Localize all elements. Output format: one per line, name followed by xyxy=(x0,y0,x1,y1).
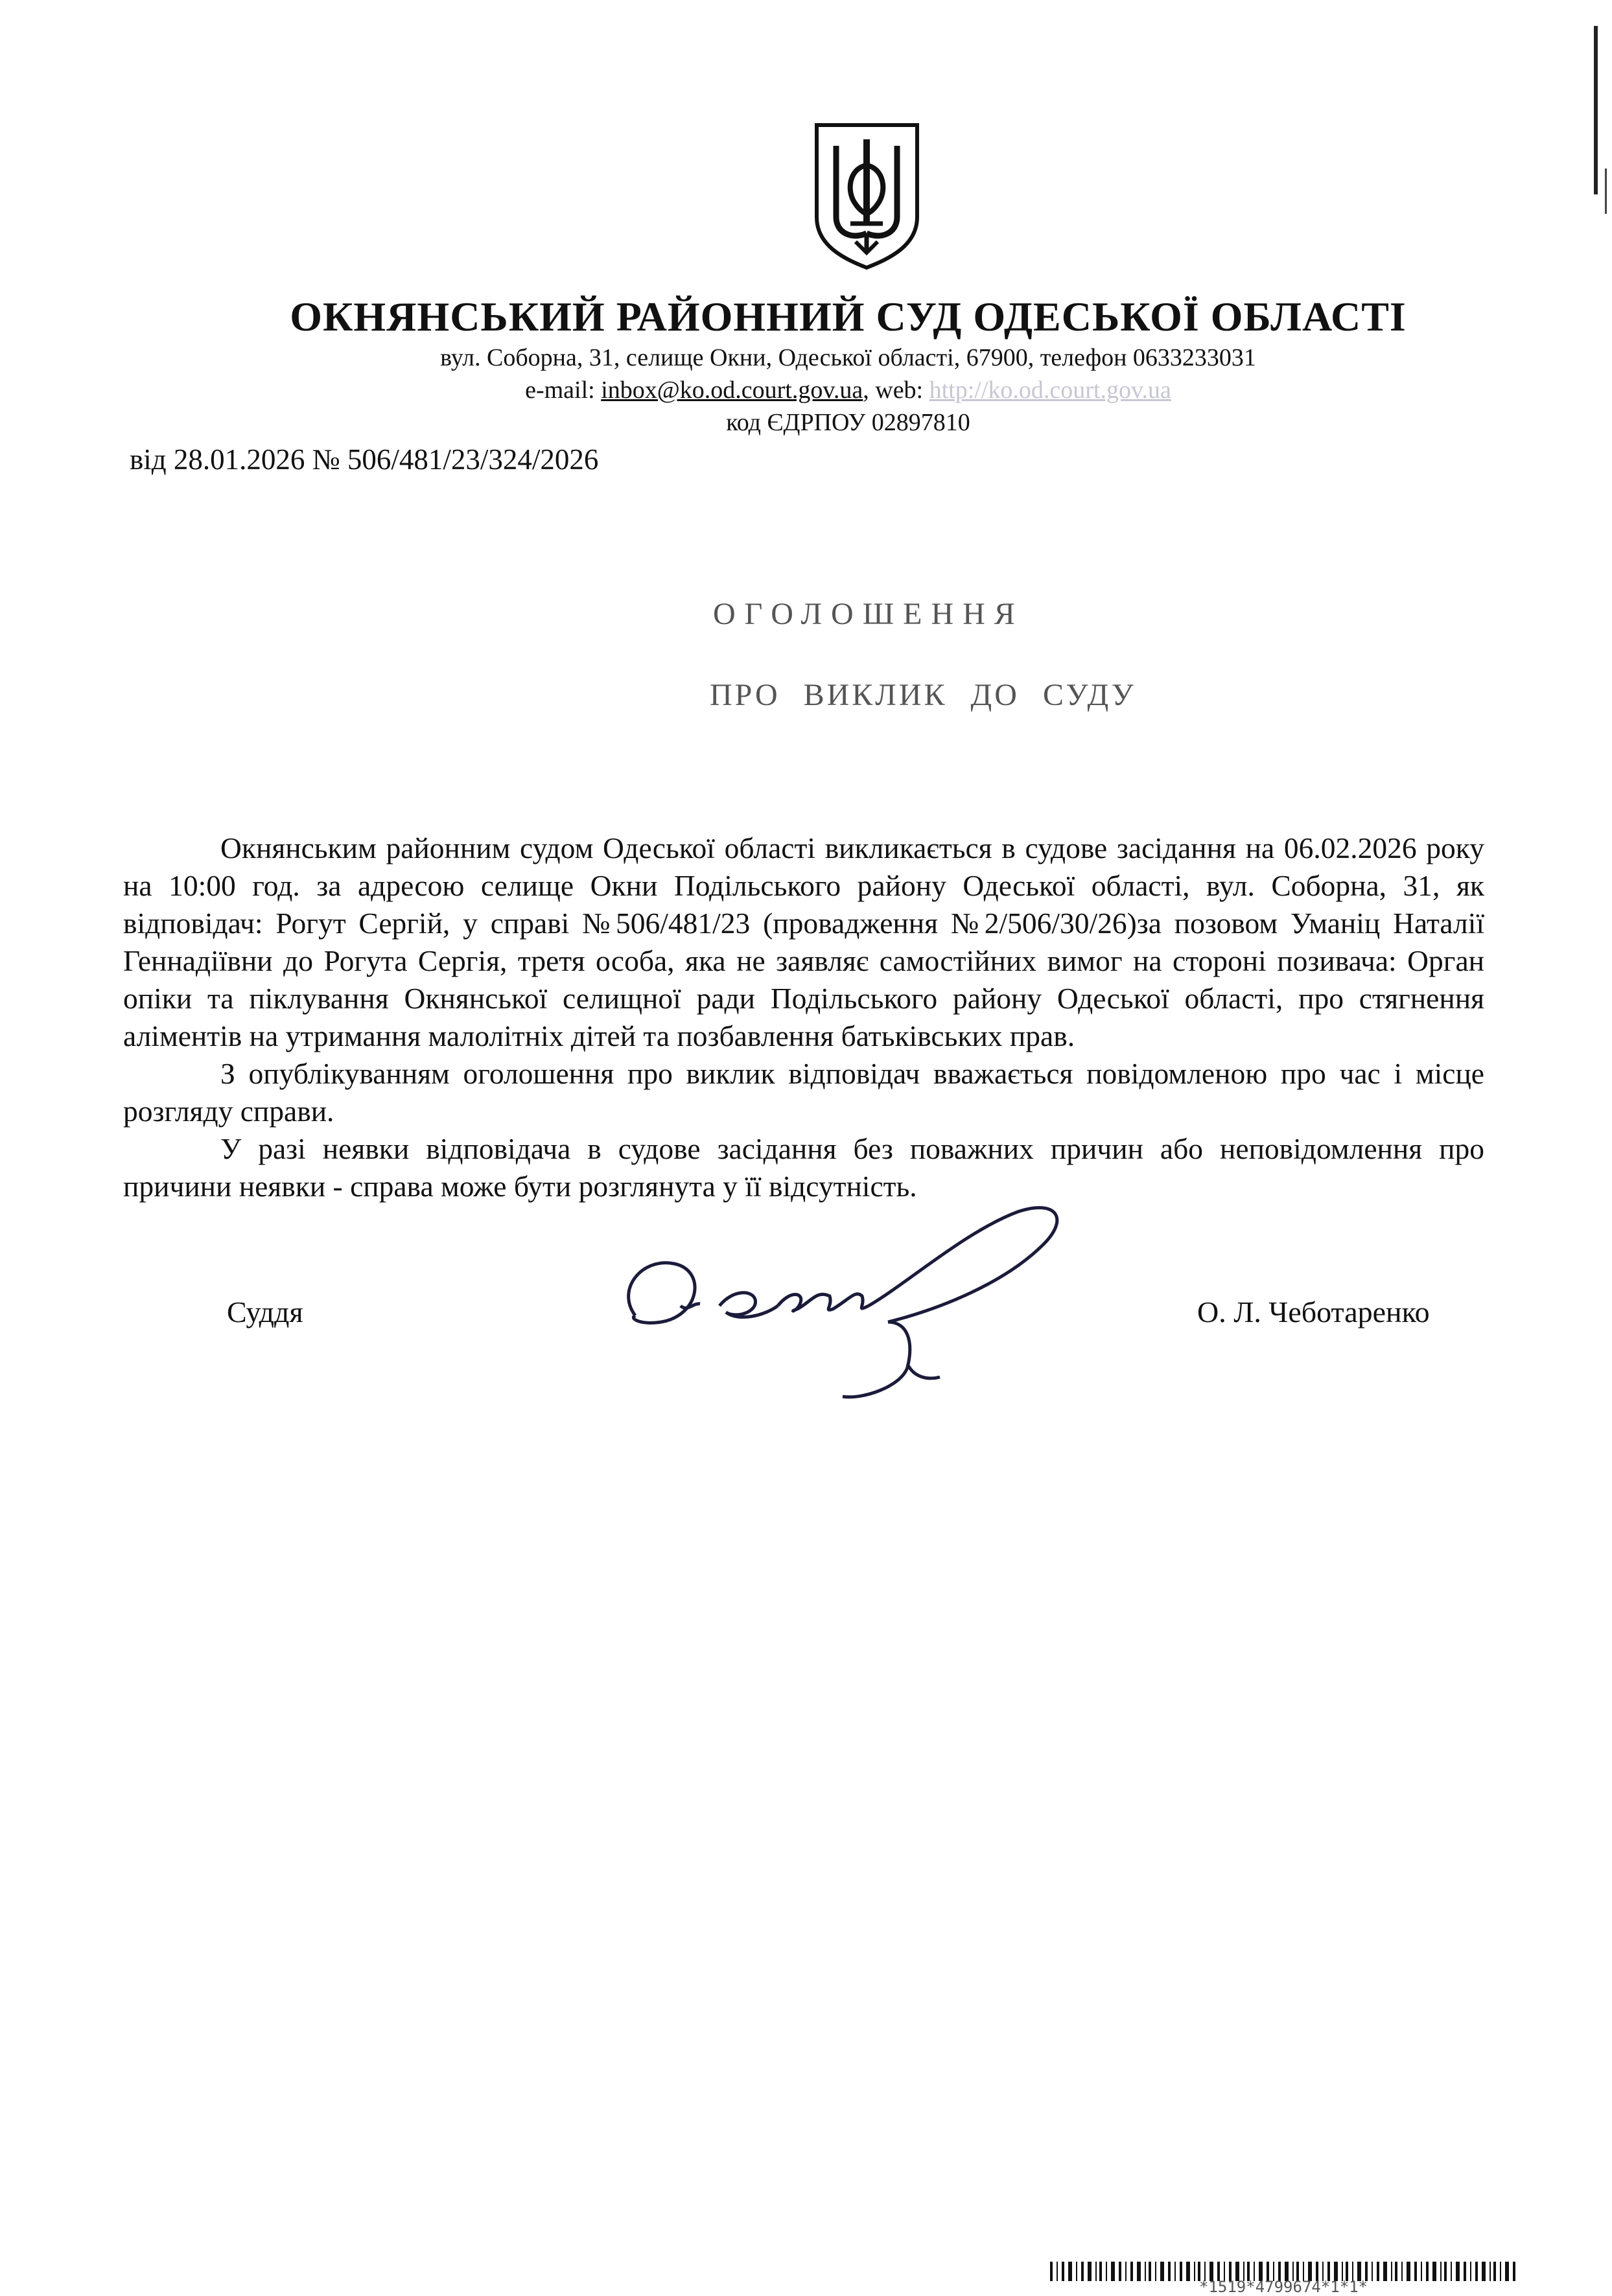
handwritten-signature xyxy=(603,1192,1167,1439)
court-contacts xyxy=(0,376,1612,404)
body-paragraph-1: Окнянським районним судом Одеської області викликається в судове засідання на 06.02.2026 року на 10:00 год. за адресою селище Окни Подільського району Одеської області, вул. Соборна, 31, як відповідач: Рогут Сергій, у справі №506/481/23 (провадження №2/506/30/26)за позовом Уманіц Наталії Геннадіївни до Рогута Сергія, третя особа, яка не заявляє самостійних вимог на стороні позивача: Орган опіки та піклування Окнянської селищної ради Подільського району Одеської області, про стягнення аліментів на утримання малолітніх дітей та позбавлення батьківських прав. xyxy=(123,831,1484,1052)
web-label: , web: xyxy=(863,377,929,404)
web-link[interactable]: http://ko.od.court.gov.ua xyxy=(929,377,1171,404)
judge-name: О. Л. Чеботаренко xyxy=(1197,1295,1430,1328)
body-paragraph-3: У разі неявки відповідача в судове засідання без поважних причин або неповідомлення про причини неявки - справа може бути розглянута у її відсутність. xyxy=(123,1132,1484,1203)
court-name: ОКНЯНСЬКИЙ РАЙОННИЙ СУД ОДЕСЬКОЇ ОБЛАСТІ xyxy=(290,294,1407,340)
announcement-subtitle: ПРО ВИКЛИК ДО СУДУ xyxy=(710,678,1136,712)
edrpou-code: код ЄДРПОУ 02897810 xyxy=(726,409,970,436)
barcode-number: *1519*4799674*1*1* xyxy=(1199,2278,1368,2296)
announcement-title: ОГОЛОШЕННЯ xyxy=(713,597,1024,631)
court-address: вул. Соборна, 31, селище Окни, Одеської області, 67900, телефон 0633233031 xyxy=(440,344,1256,371)
trident-emblem-icon xyxy=(810,120,924,272)
document-reference: від 28.01.2026 № 506/481/23/324/2026 xyxy=(130,443,599,476)
scan-edge-mark xyxy=(1594,26,1598,194)
email-label: e-mail: xyxy=(525,377,602,404)
announcement-body xyxy=(123,829,1484,1205)
judge-role: Суддя xyxy=(227,1295,303,1328)
body-paragraph-2: З опублікуванням оголошення про виклик відповідач вважається повідомленою про час і місце розгляду справи. xyxy=(123,1057,1484,1128)
scan-edge-mark-small xyxy=(1605,168,1607,214)
email-link[interactable]: inbox@ko.od.court.gov.ua xyxy=(601,377,863,404)
